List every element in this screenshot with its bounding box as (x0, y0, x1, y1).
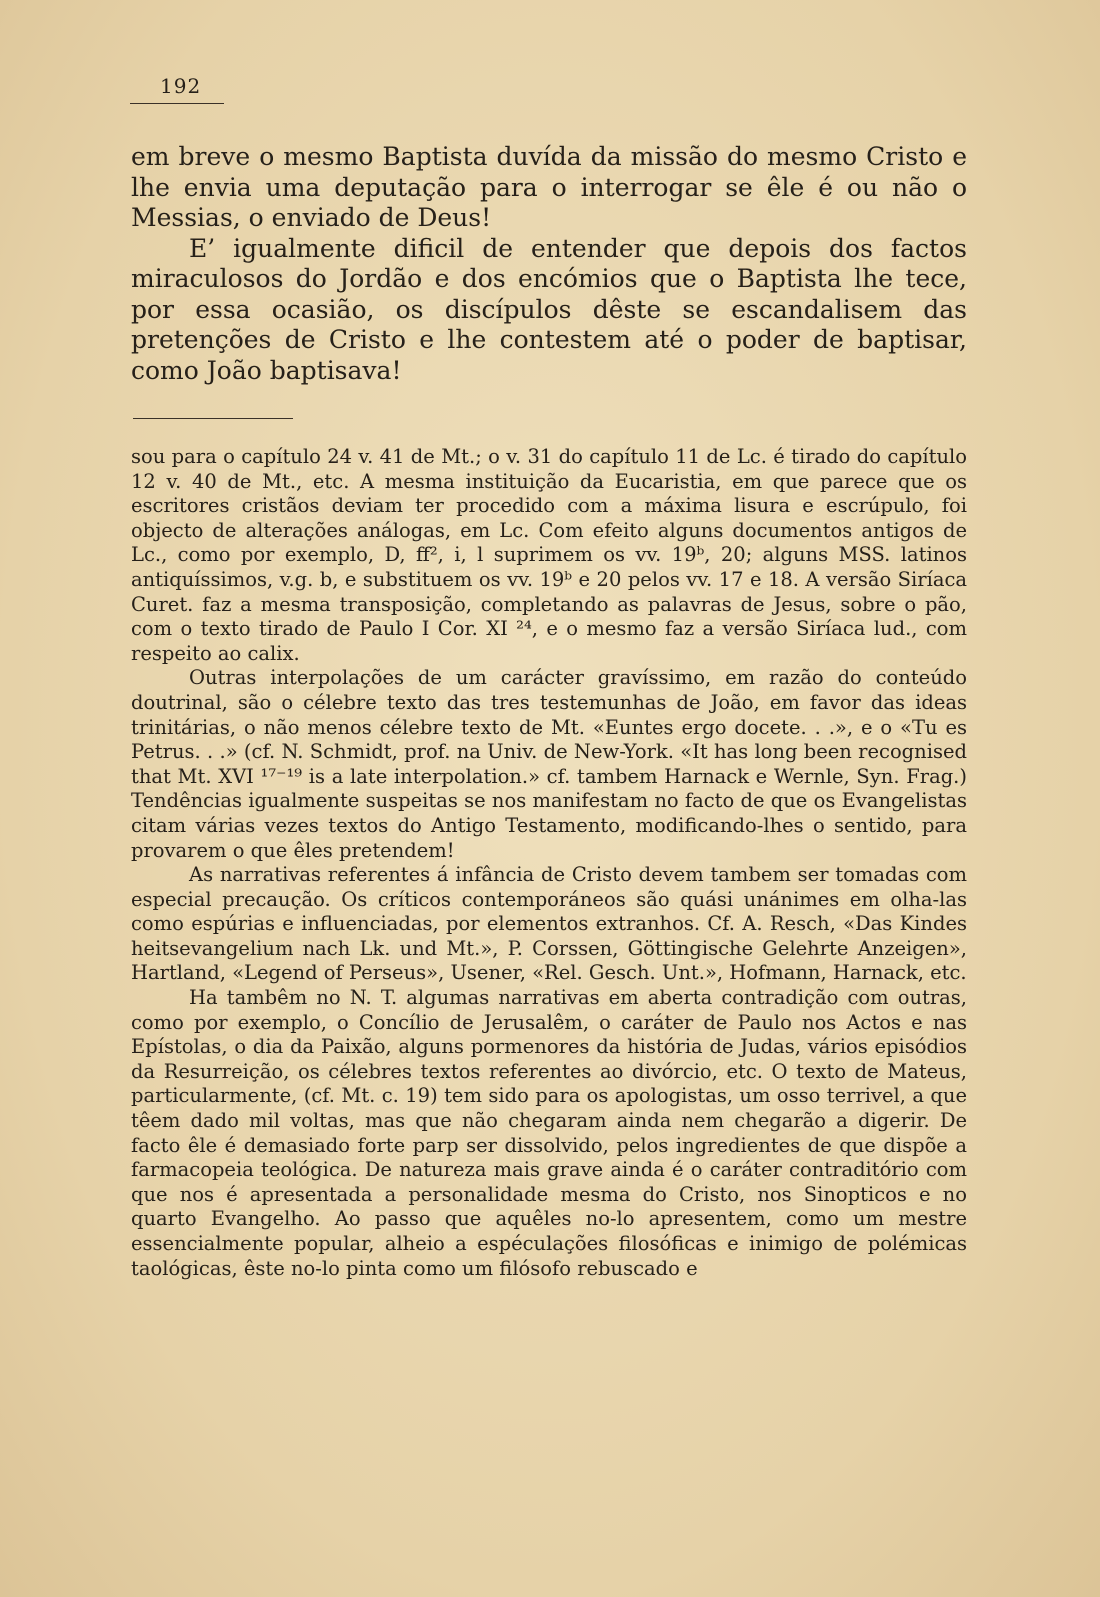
main-paragraph: em breve o mesmo Baptista duvída da missão do mesmo Cristo e lhe envia uma deputação para o interrogar se êle é ou não o Messias, o enviado de Deus! (131, 142, 967, 232)
main-paragraph: E’ igualmente dificil de entender que depois dos factos miraculosos do Jordão e dos encómios que o Baptista lhe tece, por essa ocasião, os discípulos dêste se escandalisem das pretenções de Cristo e lhe contestem até o poder de baptisar, como João baptisava! (131, 233, 967, 385)
main-text (131, 142, 967, 386)
page-number: 192 (160, 74, 202, 98)
footnote-separator (133, 418, 293, 419)
header-rule (130, 103, 224, 104)
footnote-paragraph: sou para o capítulo 24 v. 41 de Mt.; o v. 31 do capítulo 11 de Lc. é tirado do capítulo 12 v. 40 de Mt., etc. A mesma instituição da Eucaristia, em que parece que os escritores cristãos deviam ter procedido com a máxima lisura e escrúpulo, foi objecto de alterações análogas, em Lc. Com efeito alguns documentos antigos de Lc., como por exemplo, D, ff², i, l suprimem os vv. 19ᵇ, 20; alguns MSS. latinos antiquíssimos, v.g. b, e substituem os vv. 19ᵇ e 20 pelos vv. 17 e 18. A versão Siríaca Curet. faz a mesma transposição, completando as palavras de Jesus, sobre o pão, com o texto tirado de Paulo I Cor. XI ²⁴, e o mesmo faz a versão Siríaca lud., com respeito ao calix. (131, 445, 967, 665)
footnote-paragraph: As narrativas referentes á infância de Cristo devem tambem ser tomadas com especial precaução. Os críticos contemporáneos são quási unánimes em olha-las como espúrias e influenciadas, por elementos extranhos. Cf. A. Resch, «Das Kindes heitsevangelium nach Lk. und Mt.», P. Corssen, Göttingische Gelehrte Anzeigen», Hartland, «Legend of Perseus», Usener, «Rel. Gesch. Unt.», Hofmann, Harnack, etc. (131, 863, 967, 985)
footnote-paragraph: Ha tambêm no N. T. algumas narrativas em aberta contradição com outras, como por exemplo, o Concílio de Jerusalêm, o caráter de Paulo nos Actos e nas Epístolas, o dia da Paixão, alguns pormenores da história de Judas, vários episódios da Resurreição, os célebres textos referentes ao divórcio, etc. O texto de Mateus, particularmente, (cf. Mt. c. 19) tem sido para os apologistas, um osso terrivel, a que têem dado mil voltas, mas que não chegaram ainda nem chegarão a digerir. De facto êle é demasiado forte parp ser dissolvido, pelos ingredientes de que dispõe a farmacopeia teológica. De natureza mais grave ainda é o caráter contraditório com que nos é apresentada a personalidade mesma do Cristo, nos Sinopticos e no quarto Evangelho. Ao passo que aquêles no-lo apresentem, como um mestre essencialmente popular, alheio a espéculações filosóficas e inimigo de polémicas taológicas, êste no-lo pinta como um filósofo rebuscado e (131, 986, 967, 1280)
footnotes (131, 445, 967, 1281)
footnote-paragraph: Outras interpolações de um carácter gravíssimo, em razão do conteúdo doutrinal, são o célebre texto das tres testemunhas de João, em favor das ideas trinitárias, o não menos célebre texto de Mt. «Euntes ergo docete. . .», e o «Tu es Petrus. . .» (cf. N. Schmidt, prof. na Univ. de New-York. «It has long been recognised that Mt. XVI ¹⁷⁻¹⁹ is a late interpolation.» cf. tambem Harnack e Wernle, Syn. Frag.) Tendências igualmente suspeitas se nos manifestam no facto de que os Evangelistas citam várias vezes textos do Antigo Testamento, modificando-lhes o sentido, para provarem o que êles pretendem! (131, 666, 967, 862)
